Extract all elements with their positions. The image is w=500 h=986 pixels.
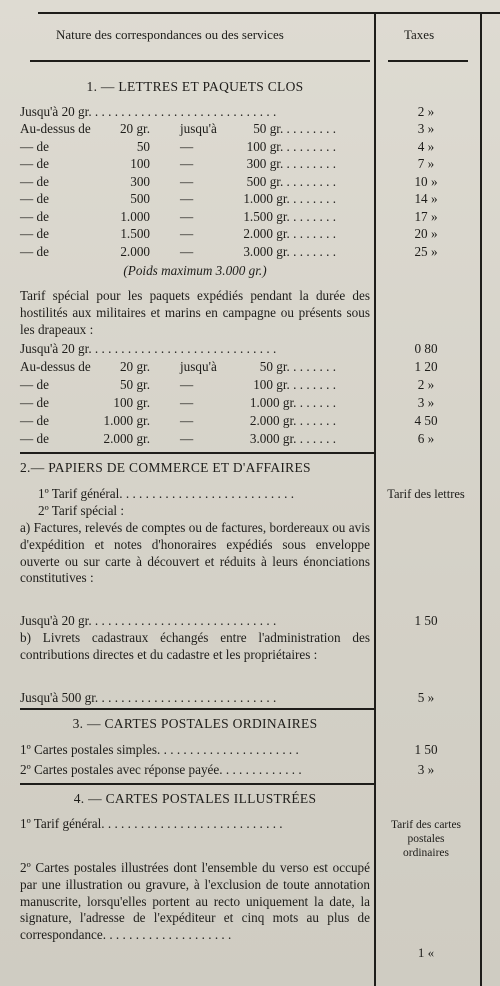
cell-from: 50 gr. [119,377,150,392]
cell-from-label: — de [20,243,49,259]
section-1-title: 1. — LETTRES ET PAQUETS CLOS [86,79,304,94]
cell-from-label: — de [20,431,49,446]
table-row [20,358,372,375]
cell-from-label: — de [20,191,49,206]
row-tax: 6 » [417,431,435,446]
section-3-title: 3. — CARTES POSTALES ORDINAIRES [72,716,318,731]
cell-from: 2.000 gr. [103,431,150,446]
cell-to-label: — [180,413,194,428]
section-2-title: 2.— PAPIERS DE COMMERCE ET D'AFFAIRES [20,460,311,475]
column-header-taxes: Taxes [404,27,435,42]
paragraph-a: a) Factures, relevés de comptes ou de factures, bordereaux ou avis d'expédition et notes d'honoraires expédiés sous enveloppe ouverte ou sur carte à découvert et réduits à leurs énonciations constitutives : [20,520,370,586]
cell-from: 1.500 [120,226,150,241]
row-tax: 3 » [417,395,435,410]
table-row [20,394,372,411]
cell-to: 50 gr. . . . . . . . [259,359,336,374]
row-tax: 1 « [417,945,435,960]
row-label: 2º Cartes postales avec réponse payée. . . . . . . . . . . . . [20,762,302,777]
row-label: 1º Cartes postales simples. . . . . . . . . . . . . . . . . . . . . . [20,742,299,757]
cell-from-label: — de [20,413,49,428]
cell-from: 100 [130,156,150,171]
column-header-nature: Nature des correspondances ou des services [56,27,284,42]
cell-from: 20 gr. [119,359,150,374]
row-tax: 10 » [414,173,438,189]
cell-to-label: — [180,173,194,189]
cell-to: 3.000 gr. . . . . . . [249,431,336,446]
cell-to: 1.000 gr. . . . . . . [249,395,336,410]
row-tax: 0 80 [414,341,438,356]
cell-from: 50 [136,138,150,154]
cell-from-label: — de [20,395,49,410]
divider [20,452,374,454]
row-tax: 3 » [417,121,435,136]
cell-to: 500 gr. . . . . . . . . [246,173,336,189]
cell-from: 1.000 [120,208,150,224]
cell-to: 3.000 gr. . . . . . . . [243,243,336,259]
row-label: Jusqu'à 20 gr. . . . . . . . . . . . . . . . . . . . . . . . . . . . . [20,613,277,628]
cell-from-label: — de [20,173,49,189]
section-4-title: 4. — CARTES POSTALES ILLUSTRÉES [73,791,317,806]
cell-to-label: — [180,191,194,206]
table-row [20,155,372,172]
cell-from: 100 gr. [113,395,150,410]
row-tax: 20 » [414,226,438,241]
cell-to: 1.000 gr. . . . . . . . [243,191,336,206]
row-label: 2º Tarif spécial : [38,503,125,518]
cell-to-label: — [180,138,194,154]
table-row [20,430,372,447]
cell-from: 500 [130,191,150,206]
row-label: 1º Tarif général. . . . . . . . . . . . . . . . . . . . . . . . . . . . [20,816,283,831]
cell-to: 1.500 gr. . . . . . . . [243,208,336,224]
paragraph-b: b) Livrets cadastraux échangés entre l'administration des contributions directes et du cadastre et les propriétaires : [20,630,370,662]
cell-from: 2.000 [120,243,150,259]
row-label: Jusqu'à 20 gr. . . . . . . . . . . . . . . . . . . . . . . . . . . . . [20,104,277,119]
row-tax: 1 50 [414,613,438,628]
cell-from-label: — de [20,377,49,392]
row-tax: Tarif des lettres [387,487,465,501]
table-row [20,412,372,429]
divider [20,708,374,710]
row-tax: 1 20 [414,359,438,374]
row-tax: 25 » [414,243,438,259]
cell-to: 100 gr. . . . . . . . [253,377,336,392]
table-row [20,376,372,393]
cell-from: 300 [130,173,150,189]
row-tax: 17 » [414,208,438,224]
cell-to-label: — [180,243,194,259]
table-row [20,225,372,242]
cell-to: 300 gr. . . . . . . . . [246,156,336,171]
row-label: Jusqu'à 500 gr. . . . . . . . . . . . . . . . . . . . . . . . . . . . [20,690,277,705]
cell-from-label: Au-dessus de [20,359,91,374]
row-tax: 5 » [417,690,435,705]
cell-to: 2.000 gr. . . . . . . . [243,226,336,241]
cell-to-label: — [180,431,194,446]
table-row [20,208,372,225]
cell-to: 50 gr. . . . . . . . . [253,121,336,136]
cell-from-label: — de [20,138,49,154]
row-tax: 3 » [417,762,435,777]
divider [20,783,374,785]
table-row [20,190,372,207]
max-weight-note: (Poids maximum 3.000 gr.) [123,263,267,278]
column-divider-right [480,12,482,986]
cell-to-label: jusqu'à [180,121,217,136]
row-tax: 2 » [417,377,435,392]
cell-to-label: — [180,377,194,392]
cell-from: 20 gr. [119,121,150,136]
row-tax: 4 50 [414,413,438,428]
header-rule-left [30,60,370,62]
header-rule-right [388,60,468,62]
cell-from-label: — de [20,208,49,224]
cell-from: 1.000 gr. [103,413,150,428]
cell-to: 2.000 gr. . . . . . . [249,413,336,428]
cell-to-label: — [180,156,194,171]
cell-to-label: — [180,208,194,224]
table-row [20,243,372,260]
row-label: Jusqu'à 20 gr. . . . . . . . . . . . . . . . . . . . . . . . . . . . . [20,341,277,356]
cell-to-label: — [180,226,194,241]
cell-to-label: — [180,395,194,410]
row-tax: 2 » [417,104,435,119]
cell-to: 100 gr. . . . . . . . . [246,138,336,154]
row-label: 1º Tarif général. . . . . . . . . . . . . . . . . . . . . . . . . . . [38,486,295,501]
special-tariff-paragraph: Tarif spécial pour les paquets expédiés pendant la durée des hostilités aux militaires et marins en campagne ou présents sous les drapeaux : [20,288,370,337]
cell-from-label: Au-dessus de [20,121,91,136]
row-tax: 7 » [417,156,435,171]
table-row [20,120,372,137]
cell-to-label: jusqu'à [180,359,217,374]
row-tax: 4 » [417,138,435,154]
row-tax: 1 50 [414,742,438,757]
paragraph-illustrated-cards: 2º Cartes postales illustrées dont l'ensemble du verso est occupé par une illustration ou gravure, à l'exclusion de toute annotation manuscrite, lorsqu'elles portent au recto uniquement la date, la signature, l'adresse de l'expéditeur et cinq mots au plus de correspondance. . . . . . . . . . . . . . . . . . . . [20,860,370,943]
cell-from-label: — de [20,156,49,171]
column-divider-left [374,12,376,986]
table-row [20,173,372,190]
table-row [20,138,372,155]
top-rule [38,12,500,14]
row-tax: Tarif des cartes postales ordinaires [390,819,462,859]
row-tax: 14 » [414,191,438,206]
cell-from-label: — de [20,226,49,241]
